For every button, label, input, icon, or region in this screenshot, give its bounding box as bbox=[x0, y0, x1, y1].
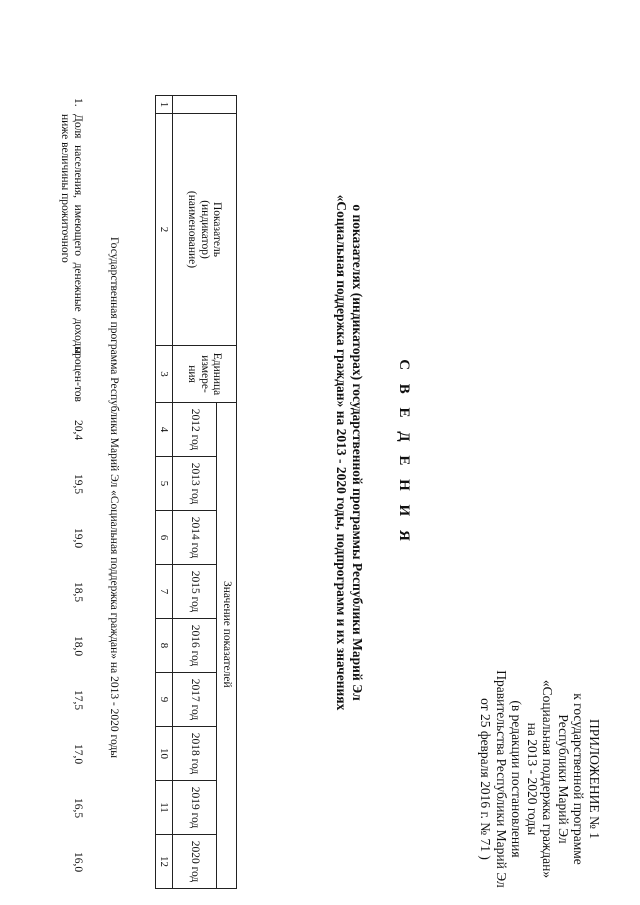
row-value-2012: 20,4 bbox=[72, 419, 84, 441]
row-value-2015: 18,5 bbox=[72, 581, 84, 603]
appendix-header bbox=[478, 664, 602, 894]
row-value-2019: 16,5 bbox=[72, 797, 84, 819]
subtitle-line: о показателях (индикаторах) государственной программы Республики Марий Эл bbox=[350, 204, 365, 701]
appendix-line: Республики Марий Эл bbox=[556, 714, 571, 844]
year-2013: 2013 год bbox=[173, 457, 217, 511]
col-number: 1 bbox=[156, 96, 173, 114]
row-value-2017: 17,5 bbox=[72, 689, 84, 711]
col-number: 8 bbox=[156, 619, 173, 673]
document-subtitle bbox=[333, 0, 365, 905]
col-number: 6 bbox=[156, 511, 173, 565]
appendix-line: к государственной программе bbox=[571, 693, 587, 865]
row-value-2016: 18,0 bbox=[72, 635, 84, 657]
header-indicator: Показатель (индикатор) (наименование) bbox=[173, 114, 237, 346]
col-number: 9 bbox=[156, 673, 173, 727]
appendix-line: (в редакции постановления bbox=[509, 700, 525, 858]
header-values-label: Значение показателей bbox=[220, 581, 233, 688]
year-2015: 2015 год bbox=[173, 565, 217, 619]
appendix-line: ПРИЛОЖЕНИЕ № 1 bbox=[587, 718, 602, 840]
row-value-2020: 16,0 bbox=[72, 851, 84, 873]
year-2016: 2016 год bbox=[173, 619, 217, 673]
year-2019: 2019 год bbox=[173, 781, 217, 835]
year-2018: 2018 год bbox=[173, 727, 217, 781]
col-number: 10 bbox=[156, 727, 173, 781]
appendix-line: от 25 февраля 2016 г. № 71 ) bbox=[478, 698, 494, 860]
year-2017: 2017 год bbox=[173, 673, 217, 727]
col-number: 11 bbox=[156, 781, 173, 835]
col-number: 3 bbox=[156, 346, 173, 403]
subtitle-line: «Социальная поддержка граждан» на 2013 - 2020 годы, подпрограмм и их значениях bbox=[334, 194, 349, 711]
col-number: 4 bbox=[156, 403, 173, 457]
header-values bbox=[217, 403, 237, 889]
row-indicator: Доля населения, имеющего денежные доходы ниже величины прожиточного bbox=[59, 114, 84, 354]
col-number: 12 bbox=[156, 835, 173, 889]
year-2020: 2020 год bbox=[173, 835, 217, 889]
row-number: 1. bbox=[72, 98, 84, 107]
year-2012: 2012 год bbox=[173, 403, 217, 457]
header-number bbox=[173, 96, 237, 114]
indicators-table bbox=[155, 95, 237, 889]
appendix-line: «Социальная поддержка граждан» bbox=[540, 679, 556, 879]
row-value-2014: 19,0 bbox=[72, 527, 84, 549]
row-value-2013: 19,5 bbox=[72, 473, 84, 495]
year-2014: 2014 год bbox=[173, 511, 217, 565]
appendix-line: на 2013 - 2020 годы bbox=[525, 722, 540, 836]
header-unit: Единица измере-ния bbox=[173, 346, 237, 403]
document-title: С В Е Д Е Н И Я bbox=[396, 359, 412, 546]
section-title: Государственная программа Республики Марий Эл «Социальная поддержка граждан» на 2013 - 2020 годы bbox=[108, 237, 120, 758]
col-number: 5 bbox=[156, 457, 173, 511]
row-unit: процен-тов bbox=[72, 347, 84, 402]
col-number: 7 bbox=[156, 565, 173, 619]
appendix-line: Правительства Республики Марий Эл bbox=[494, 670, 509, 888]
row-value-2018: 17,0 bbox=[72, 743, 84, 765]
col-number: 2 bbox=[156, 114, 173, 346]
